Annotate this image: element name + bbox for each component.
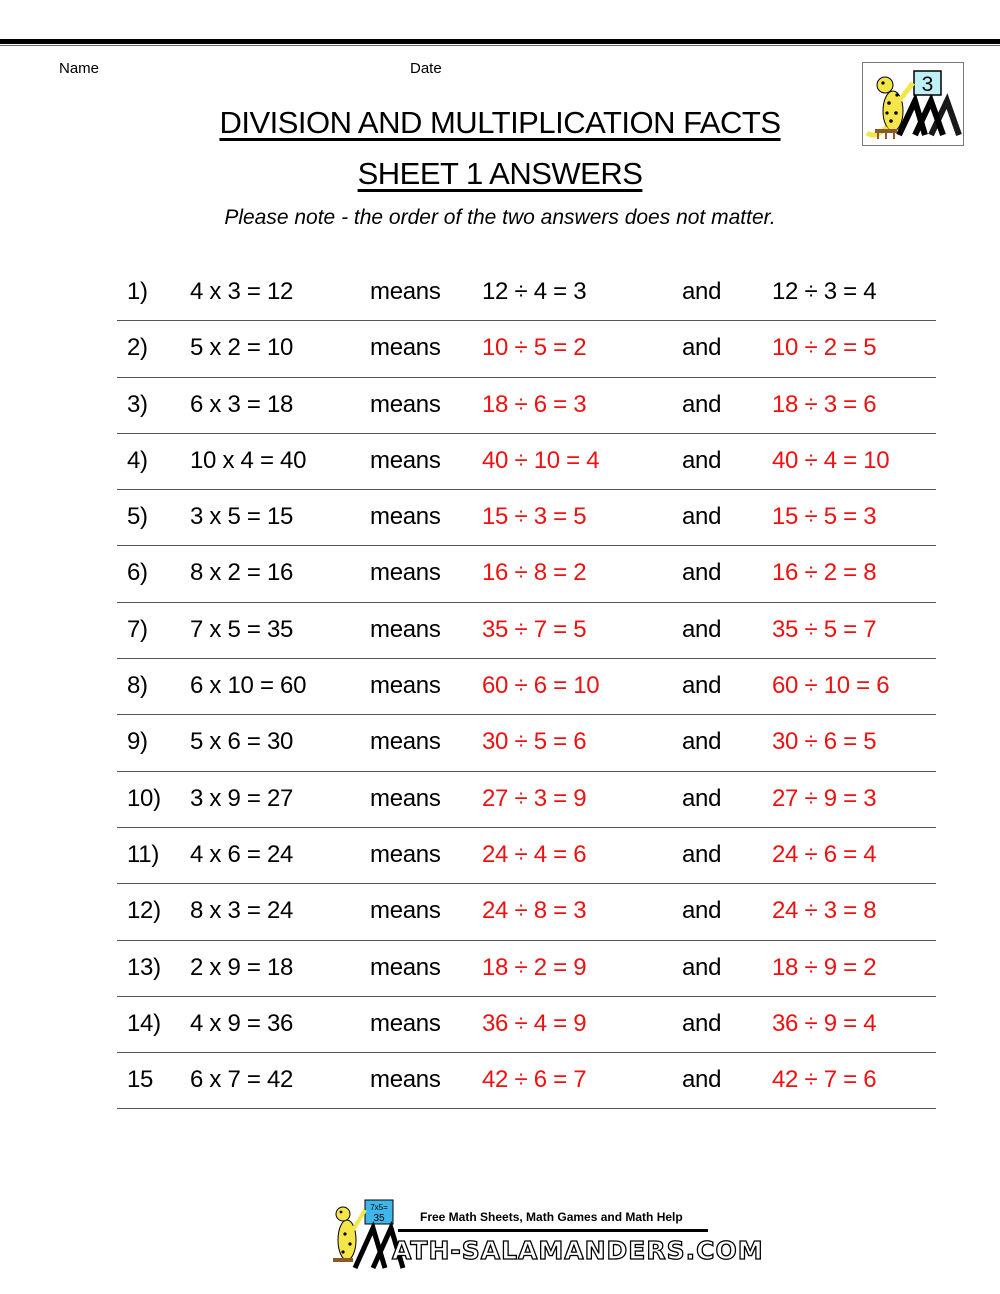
multiplication-fact: 10 x 4 = 40: [190, 446, 307, 474]
division-answer-2: 12 ÷ 3 = 4: [772, 278, 877, 305]
means-label: means: [370, 1066, 441, 1094]
and-label: and: [682, 1009, 722, 1037]
problem-number: 4): [127, 446, 148, 474]
and-label: and: [682, 953, 722, 981]
multiplication-fact: 4 x 3 = 12: [190, 278, 294, 305]
multiplication-fact: 4 x 9 = 36: [190, 1009, 294, 1037]
and-label: and: [682, 615, 722, 643]
means-label: means: [370, 278, 441, 305]
table-row: [117, 321, 936, 377]
division-answer-2: 24 ÷ 6 = 4: [772, 840, 877, 868]
division-answer-2: 27 ÷ 9 = 3: [772, 784, 877, 812]
facts-table: [117, 265, 936, 1109]
division-answer-1: 35 ÷ 7 = 5: [482, 615, 587, 643]
means-label: means: [370, 728, 441, 756]
division-answer-2: 10 ÷ 2 = 5: [772, 334, 877, 362]
problem-number: 9): [127, 728, 148, 756]
division-answer-1: 60 ÷ 6 = 10: [482, 672, 600, 700]
division-answer-2: 35 ÷ 5 = 7: [772, 615, 877, 643]
division-answer-2: 16 ÷ 2 = 8: [772, 559, 877, 587]
division-answer-2: 15 ÷ 5 = 3: [772, 503, 877, 531]
multiplication-fact: 7 x 5 = 35: [190, 615, 294, 643]
means-label: means: [370, 615, 441, 643]
multiplication-fact: 8 x 3 = 24: [190, 897, 294, 925]
means-label: means: [370, 1009, 441, 1037]
and-label: and: [682, 278, 722, 305]
table-row: [117, 603, 936, 659]
division-answer-2: 42 ÷ 7 = 6: [772, 1066, 877, 1094]
means-label: means: [370, 503, 441, 531]
and-label: and: [682, 334, 722, 362]
and-label: and: [682, 784, 722, 812]
multiplication-fact: 8 x 2 = 16: [190, 559, 294, 587]
means-label: means: [370, 840, 441, 868]
table-row: [117, 659, 936, 715]
division-answer-1: 36 ÷ 4 = 9: [482, 1009, 587, 1037]
table-row: [117, 997, 936, 1053]
page-subtitle: SHEET 1 ANSWERS: [357, 156, 643, 191]
multiplication-fact: 3 x 5 = 15: [190, 503, 294, 531]
means-label: means: [370, 897, 441, 925]
means-label: means: [370, 559, 441, 587]
table-row: [117, 265, 936, 321]
svg-text:35: 35: [373, 1213, 385, 1224]
problem-number: 2): [127, 334, 148, 362]
division-answer-1: 42 ÷ 6 = 7: [482, 1066, 587, 1094]
division-answer-2: 60 ÷ 10 = 6: [772, 672, 890, 700]
division-answer-1: 18 ÷ 6 = 3: [482, 390, 587, 418]
division-answer-2: 18 ÷ 3 = 6: [772, 390, 877, 418]
page-title: DIVISION AND MULTIPLICATION FACTS: [219, 105, 781, 140]
and-label: and: [682, 728, 722, 756]
instruction-note: Please note - the order of the two answers does not matter.: [224, 206, 776, 229]
multiplication-fact: 5 x 2 = 10: [190, 334, 294, 362]
date-label: Date: [410, 60, 442, 77]
and-label: and: [682, 390, 722, 418]
top-rule: [0, 39, 1000, 44]
division-answer-1: 18 ÷ 2 = 9: [482, 953, 587, 981]
and-label: and: [682, 446, 722, 474]
footer-site-name: ATH-SALAMANDERS.COM: [392, 1236, 764, 1265]
means-label: means: [370, 334, 441, 362]
means-label: means: [370, 953, 441, 981]
problem-number: 8): [127, 672, 148, 700]
problem-number: 1): [127, 278, 148, 305]
division-answer-1: 12 ÷ 4 = 3: [482, 278, 587, 305]
means-label: means: [370, 784, 441, 812]
means-label: means: [370, 446, 441, 474]
division-answer-1: 10 ÷ 5 = 2: [482, 334, 587, 362]
name-label: Name: [59, 60, 100, 77]
problem-number: 6): [127, 559, 148, 587]
division-answer-1: 15 ÷ 3 = 5: [482, 503, 587, 531]
top-rule-thin: [0, 45, 1000, 46]
problem-number: 7): [127, 615, 148, 643]
and-label: and: [682, 1066, 722, 1094]
table-row: [117, 490, 936, 546]
table-row: [117, 378, 936, 434]
division-answer-2: 24 ÷ 3 = 8: [772, 897, 877, 925]
footer-tagline: Free Math Sheets, Math Games and Math Help: [420, 1210, 683, 1224]
and-label: and: [682, 840, 722, 868]
and-label: and: [682, 559, 722, 587]
table-row: [117, 884, 936, 940]
problem-number: 11): [127, 840, 160, 868]
division-answer-1: 24 ÷ 4 = 6: [482, 840, 587, 868]
problem-number: 10): [127, 784, 161, 812]
problem-number: 14): [127, 1009, 161, 1037]
problem-number: 15: [127, 1066, 154, 1094]
multiplication-fact: 2 x 9 = 18: [190, 953, 294, 981]
problem-number: 5): [127, 503, 148, 531]
division-answer-1: 16 ÷ 8 = 2: [482, 559, 587, 587]
division-answer-1: 30 ÷ 5 = 6: [482, 728, 587, 756]
svg-text:7x5=: 7x5=: [370, 1203, 388, 1212]
division-answer-1: 40 ÷ 10 = 4: [482, 446, 600, 474]
problem-number: 3): [127, 390, 148, 418]
table-row: [117, 546, 936, 602]
division-answer-2: 40 ÷ 4 = 10: [772, 446, 890, 474]
and-label: and: [682, 672, 722, 700]
division-answer-2: 30 ÷ 6 = 5: [772, 728, 877, 756]
table-row: [117, 434, 936, 490]
multiplication-fact: 3 x 9 = 27: [190, 784, 294, 812]
division-answer-1: 27 ÷ 3 = 9: [482, 784, 587, 812]
multiplication-fact: 5 x 6 = 30: [190, 728, 294, 756]
table-row: [117, 828, 936, 884]
means-label: means: [370, 390, 441, 418]
division-answer-2: 18 ÷ 9 = 2: [772, 953, 877, 981]
division-answer-2: 36 ÷ 9 = 4: [772, 1009, 877, 1037]
and-label: and: [682, 897, 722, 925]
footer-rule: [398, 1229, 708, 1232]
multiplication-fact: 6 x 7 = 42: [190, 1066, 294, 1094]
svg-text:3: 3: [921, 73, 934, 96]
table-row: [117, 1053, 936, 1109]
table-row: [117, 772, 936, 828]
table-row: [117, 715, 936, 771]
multiplication-fact: 6 x 10 = 60: [190, 672, 307, 700]
division-answer-1: 24 ÷ 8 = 3: [482, 897, 587, 925]
problem-number: 12): [127, 897, 161, 925]
problem-number: 13): [127, 953, 161, 981]
and-label: and: [682, 503, 722, 531]
means-label: means: [370, 672, 441, 700]
multiplication-fact: 4 x 6 = 24: [190, 840, 294, 868]
table-row: [117, 941, 936, 997]
multiplication-fact: 6 x 3 = 18: [190, 390, 294, 418]
